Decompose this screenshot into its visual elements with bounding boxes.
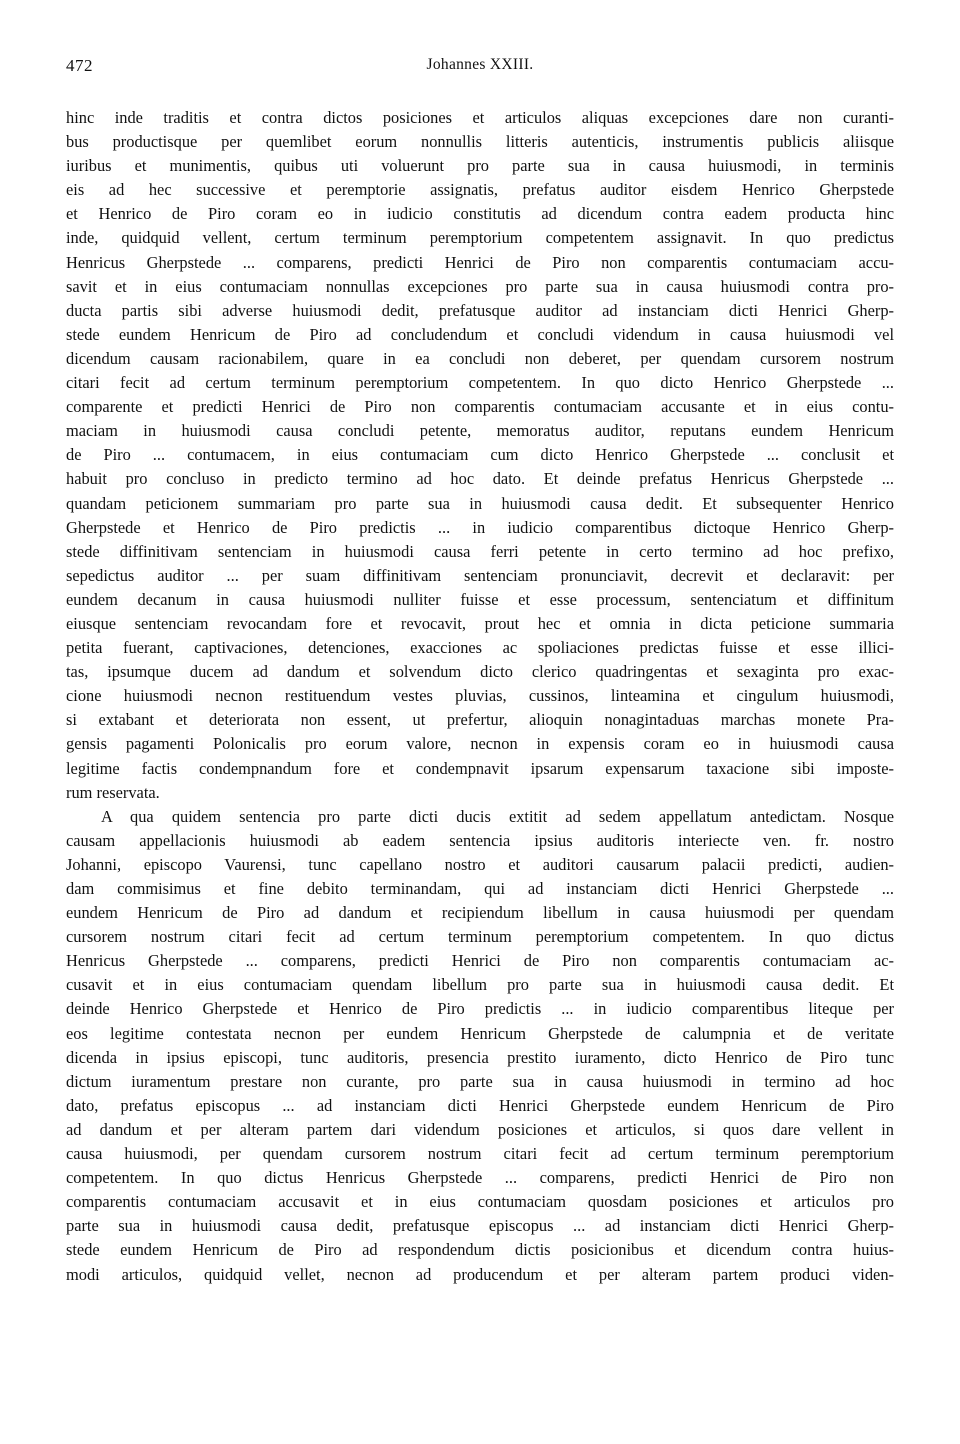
text-line: causam appellacionis huiusmodi ab eadem sentencia ipsius auditoris interiecte ven. fr. nostro bbox=[66, 830, 894, 850]
text-line: de Piro ... contumacem, in eius contumaciam cum dicto Henrico Gherpstede ... conclusit et bbox=[66, 445, 894, 465]
running-title: Johannes XXIII. bbox=[426, 56, 534, 73]
text-line: savit et in eius contumaciam nonnullas excepciones pro parte sua in causa huiusmodi contra pro- bbox=[66, 276, 894, 296]
text-line: quandam peticionem summariam pro parte sua in huiusmodi causa dedit. Et subsequenter Henrico bbox=[66, 493, 894, 513]
text-line: stede eundem Henricum de Piro ad respondendum dictis posicionibus et dicendum contra huius- bbox=[66, 1240, 894, 1260]
text-line: eundem Henricum de Piro ad dandum et recipiendum libellum in causa huiusmodi per quendam bbox=[66, 903, 894, 923]
text-line: iuribus et munimentis, quibus uti voluerunt pro parte sua in causa huiusmodi, in terminis bbox=[66, 156, 894, 176]
text-line: si extabant et deteriorata non essent, ut prefertur, alioquin nonagintaduas marchas monete Pra- bbox=[66, 710, 894, 730]
text-line: comparente et predicti Henrici de Piro non comparentis contumaciam accusante et in eius contu- bbox=[66, 397, 894, 417]
text-line: cursorem nostrum citari fecit ad certum terminum peremptorium competentem. In quo dictus bbox=[66, 927, 894, 947]
text-line: competentem. In quo dictus Henricus Gherpstede ... comparens, predicti Henrici de Piro non bbox=[66, 1168, 894, 1188]
text-line: dicendum causam racionabilem, quare in ea concludi non deberet, per quendam cursorem nostrum bbox=[66, 348, 894, 368]
text-line: Henricus Gherpstede ... comparens, predicti Henrici de Piro non comparentis contumaciam ac- bbox=[66, 951, 894, 971]
text-line: dato, prefatus episcopus ... ad instanciam dicti Henrici Gherpstede eundem Henricum de Piro bbox=[66, 1095, 894, 1115]
text-line: sepedictus auditor ... per suam diffinitivam sentenciam pronunciavit, decrevit et declaravit: per bbox=[66, 565, 894, 585]
body-text bbox=[66, 106, 894, 1287]
text-line: tas, ipsumque ducem ad dandum et solvendum dicto clerico quadringentas et sexaginta pro exac- bbox=[66, 662, 894, 682]
text-line: eos legitime contestata necnon per eundem Henricum Gherpstede de calumpnia et de veritate bbox=[66, 1023, 894, 1043]
text-line: cione huiusmodi necnon restituendum vestes pluvias, cussinos, linteamina et cingulum huiusmodi, bbox=[66, 686, 894, 706]
text-line: deinde Henrico Gherpstede et Henrico de Piro predictis ... in iudicio comparentibus liteque per bbox=[66, 999, 894, 1019]
text-line: A qua quidem sentencia pro parte dicti ducis extitit ad sedem appellatum antedictam. Nosque bbox=[101, 806, 894, 826]
text-line: Henricus Gherpstede ... comparens, predicti Henrici de Piro non comparentis contumaciam accu- bbox=[66, 252, 894, 272]
text-line: dictum iuramentum prestare non curante, pro parte sua in causa huiusmodi in termino ad hoc bbox=[66, 1071, 894, 1091]
text-line: comparentis contumaciam accusavit et in eius contumaciam quosdam posiciones et articulos pro bbox=[66, 1192, 894, 1212]
text-line: maciam in huiusmodi causa concludi petente, memoratus auditor, reputans eundem Henricum bbox=[66, 421, 894, 441]
paragraph bbox=[66, 805, 894, 1287]
text-line: legitime factis condempnandum fore et condempnavit ipsarum expensarum taxacione sibi imposte- bbox=[66, 758, 894, 778]
text-line: et Henrico de Piro coram eo in iudicio constitutis ad dicendum contra eadem producta hinc bbox=[66, 204, 894, 224]
text-line: cusavit et in eius contumaciam quendam libellum pro parte sua in huiusmodi causa dedit. Et bbox=[66, 975, 894, 995]
text-line: citari fecit ad certum terminum peremptorium competentem. In quo dicto Henrico Gherpstede ... bbox=[66, 373, 894, 393]
text-line: dicenda in ipsius episcopi, tunc auditoris, presencia prestito iuramento, dicto Henrico de Piro tunc bbox=[66, 1047, 894, 1067]
text-line: petita fuerant, captivaciones, detenciones, exacciones ac spoliaciones predictas fuisse et esse illici- bbox=[66, 638, 894, 658]
text-line: habuit pro concluso in predicto termino ad hoc dato. Et deinde prefatus Henricus Gherpstede ... bbox=[66, 469, 894, 489]
document-page bbox=[66, 56, 894, 1287]
text-line: inde, quidquid vellent, certum terminum peremptorium competentem assignavit. In quo predictus bbox=[66, 228, 894, 248]
page-number: 472 bbox=[66, 56, 93, 75]
text-line: stede diffinitivam sentenciam in huiusmodi causa ferri petente in certo termino ad hoc prefixo, bbox=[66, 541, 894, 561]
text-line: eiusque sentenciam revocandam fore et revocavit, prout hec et omnia in dicta peticione summaria bbox=[66, 613, 894, 633]
text-line: Gherpstede et Henrico de Piro predictis ... in iudicio comparentibus dictoque Henrico Gherp- bbox=[66, 517, 894, 537]
text-line: causa huiusmodi, per quendam cursorem nostrum citari fecit ad certum terminum peremptorium bbox=[66, 1144, 894, 1164]
text-line: ad dandum et per alteram partem dari videndum posiciones et articulos, si quos dare vellent in bbox=[66, 1119, 894, 1139]
text-line: rum reservata. bbox=[66, 782, 160, 802]
paragraph bbox=[66, 106, 894, 805]
text-line: stede eundem Henricum de Piro ad concludendum et concludi videndum in causa huiusmodi vel bbox=[66, 324, 894, 344]
text-line: Johanni, episcopo Vaurensi, tunc capellano nostro et auditori causarum palacii predicti, audien- bbox=[66, 854, 894, 874]
text-line: eundem decanum in causa huiusmodi nulliter fuisse et esse processum, sentenciatum et diffinitum bbox=[66, 589, 894, 609]
text-line: ducta partis sibi adverse huiusmodi dedit, prefatusque auditor ad instanciam dicti Henrici Gherp- bbox=[66, 300, 894, 320]
running-head bbox=[66, 56, 894, 82]
text-line: hinc inde traditis et contra dictos posiciones et articulos aliquas excepciones dare non curanti- bbox=[66, 108, 894, 127]
text-line: bus productisque per quemlibet eorum nonnullis litteris autenticis, instrumentis publicis aliisque bbox=[66, 132, 894, 152]
text-line: eis ad hec successive et peremptorie assignatis, prefatus auditor eisdem Henrico Gherpstede bbox=[66, 180, 894, 200]
text-line: dam commisimus et fine debito terminandam, qui ad instanciam dicti Henrici Gherpstede ... bbox=[66, 879, 894, 898]
text-line: parte sua in huiusmodi causa dedit, prefatusque episcopus ... ad instanciam dicti Henrici Gherp- bbox=[66, 1216, 894, 1236]
text-line: modi articulos, quidquid vellet, necnon ad producendum et per alteram partem produci viden- bbox=[66, 1264, 894, 1284]
text-line: gensis pagamenti Polonicalis pro eorum valore, necnon in expensis coram eo in huiusmodi causa bbox=[66, 734, 894, 754]
